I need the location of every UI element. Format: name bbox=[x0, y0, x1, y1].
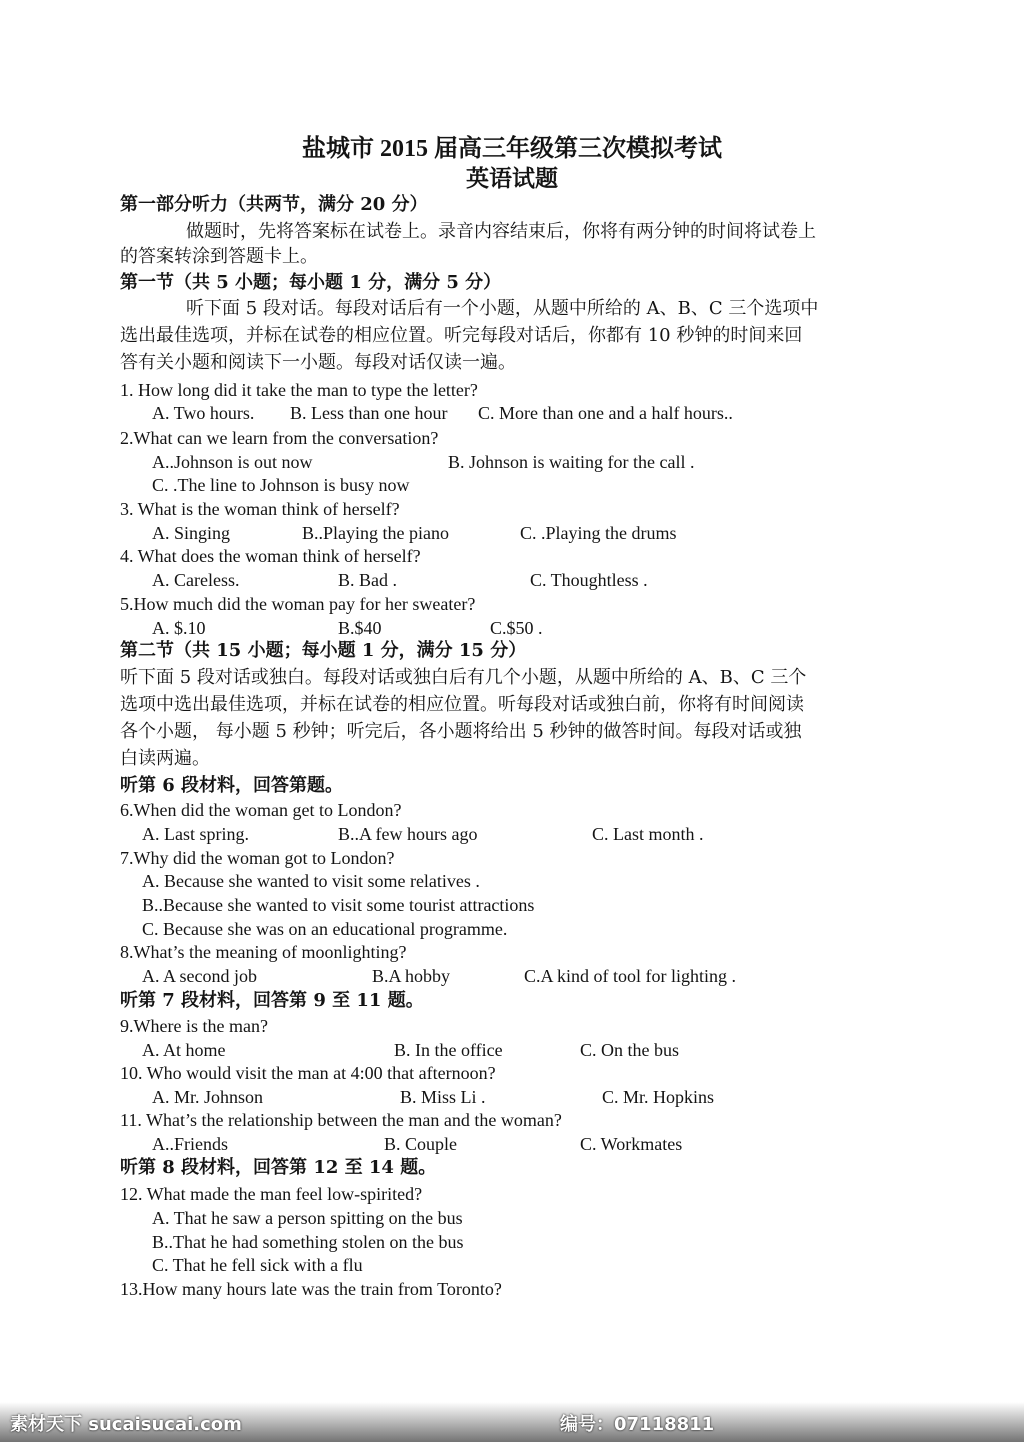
section2-instr-1: 听下面 5 段对话或独白。每段对话或独白后有几个小题，从题中所给的 A、B、C 三个 bbox=[120, 667, 807, 688]
q10-option-c: C. Mr. Hopkins bbox=[602, 1087, 715, 1107]
q7-option-b: B..Because she wanted to visit some tourist attractions bbox=[142, 895, 535, 915]
exam-subtitle: 英语试题 bbox=[466, 166, 558, 191]
q9-question: 9.Where is the man? bbox=[120, 1016, 268, 1036]
section2-instr-2: 选项中选出最佳选项，并标在试卷的相应位置。听每段对话或独白前，你将有时间阅读 bbox=[120, 694, 804, 715]
q9-option-c: C. On the bus bbox=[580, 1040, 679, 1060]
q2-question: 2.What can we learn from the conversation? bbox=[120, 428, 439, 448]
q10-option-b: B. Miss Li . bbox=[400, 1087, 486, 1107]
q6-option-c: C. Last month . bbox=[592, 824, 704, 844]
exam-title: 盐城市 2015 届高三年级第三次模拟考试 bbox=[302, 136, 722, 162]
q1-option-a: A. Two hours. bbox=[152, 403, 255, 423]
part1-instructions-2: 的答案转涂到答题卡上。 bbox=[120, 246, 318, 267]
q12-option-c: C. That he fell sick with a flu bbox=[152, 1255, 363, 1275]
q6-question: 6.When did the woman get to London? bbox=[120, 800, 402, 820]
q3-question: 3. What is the woman think of herself? bbox=[120, 499, 400, 519]
q12-option-b: B..That he had something stolen on the bus bbox=[152, 1232, 464, 1252]
q13-question: 13.How many hours late was the train from Toronto? bbox=[120, 1279, 502, 1299]
q6-option-b: B..A few hours ago bbox=[338, 824, 478, 844]
q8-option-a: A. A second job bbox=[142, 966, 257, 986]
part1-instructions-1: 做题时，先将答案标在试卷上。录音内容结束后，你将有两分钟的时间将试卷上 bbox=[186, 221, 816, 242]
q6-option-a: A. Last spring. bbox=[142, 824, 249, 844]
q5-question: 5.How much did the woman pay for her sweater? bbox=[120, 594, 476, 614]
q3-option-b: B..Playing the piano bbox=[302, 523, 449, 543]
q2-option-b: B. Johnson is waiting for the call . bbox=[448, 452, 695, 472]
q5-option-a: A. $.10 bbox=[152, 618, 206, 638]
q11-question: 11. What’s the relationship between the man and the woman? bbox=[120, 1110, 562, 1130]
section1-instr-1: 听下面 5 段对话。每段对话后有一个小题，从题中所给的 A、B、C 三个选项中 bbox=[186, 298, 819, 319]
q4-option-b: B. Bad . bbox=[338, 570, 398, 590]
q1-option-b: B. Less than one hour bbox=[290, 403, 448, 423]
part1-heading: 第一部分听力（共两节，满分 20 分） bbox=[120, 194, 428, 215]
q2-option-a: A..Johnson is out now bbox=[152, 452, 313, 472]
q12-option-a: A. That he saw a person spitting on the bus bbox=[152, 1208, 463, 1228]
section2-instr-3: 各个小题， 每小题 5 秒钟；听完后，各小题将给出 5 秒钟的做答时间。每段对话或独 bbox=[120, 721, 802, 742]
q11-option-c: C. Workmates bbox=[580, 1134, 683, 1154]
q9-option-b: B. In the office bbox=[394, 1040, 503, 1060]
watermark-strip bbox=[0, 1402, 1024, 1442]
q9-option-a: A. At home bbox=[142, 1040, 226, 1060]
q11-option-b: B. Couple bbox=[384, 1134, 458, 1154]
q1-question: 1. How long did it take the man to type the letter? bbox=[120, 380, 478, 400]
q4-question: 4. What does the woman think of herself? bbox=[120, 546, 421, 566]
section1-instr-2: 选出最佳选项，并标在试卷的相应位置。听完每段对话后，你都有 10 秒钟的时间来回 bbox=[120, 325, 803, 346]
q12-question: 12. What made the man feel low-spirited? bbox=[120, 1184, 423, 1204]
section2-heading: 第二节（共 15 小题；每小题 1 分，满分 15 分） bbox=[120, 640, 527, 661]
q7-question: 7.Why did the woman got to London? bbox=[120, 848, 395, 868]
q7-option-c: C. Because she was on an educational programme. bbox=[142, 919, 508, 939]
q8-question: 8.What’s the meaning of moonlighting? bbox=[120, 942, 407, 962]
section1-instr-3: 答有关小题和阅读下一小题。每段对话仅读一遍。 bbox=[120, 352, 516, 373]
q3-option-a: A. Singing bbox=[152, 523, 231, 543]
q8-option-b: B.A hobby bbox=[372, 966, 451, 986]
material7-heading: 听第 7 段材料，回答第 9 至 11 题。 bbox=[120, 990, 424, 1011]
q4-option-c: C. Thoughtless . bbox=[530, 570, 648, 590]
watermark-id: 编号：07118811 bbox=[560, 1414, 715, 1435]
q8-option-c: C.A kind of tool for lighting . bbox=[524, 966, 737, 986]
q10-option-a: A. Mr. Johnson bbox=[152, 1087, 264, 1107]
material8-heading: 听第 8 段材料，回答第 12 至 14 题。 bbox=[120, 1157, 437, 1178]
section1-heading: 第一节（共 5 小题；每小题 1 分，满分 5 分） bbox=[120, 272, 502, 293]
q7-option-a: A. Because she wanted to visit some relatives . bbox=[142, 871, 480, 891]
q5-option-b: B.$40 bbox=[338, 618, 382, 638]
q2-option-c: C. .The line to Johnson is busy now bbox=[152, 475, 410, 495]
watermark-site: 素材天下 sucaisucai.com bbox=[10, 1414, 242, 1435]
q10-question: 10. Who would visit the man at 4:00 that afternoon? bbox=[120, 1063, 496, 1083]
q3-option-c: C. .Playing the drums bbox=[520, 523, 677, 543]
q5-option-c: C.$50 . bbox=[490, 618, 543, 638]
q4-option-a: A. Careless. bbox=[152, 570, 240, 590]
q1-option-c: C. More than one and a half hours.. bbox=[478, 403, 733, 423]
q11-option-a: A..Friends bbox=[152, 1134, 228, 1154]
material6-heading: 听第 6 段材料，回答第题。 bbox=[120, 775, 344, 796]
section2-instr-4: 白读两遍。 bbox=[120, 748, 210, 769]
